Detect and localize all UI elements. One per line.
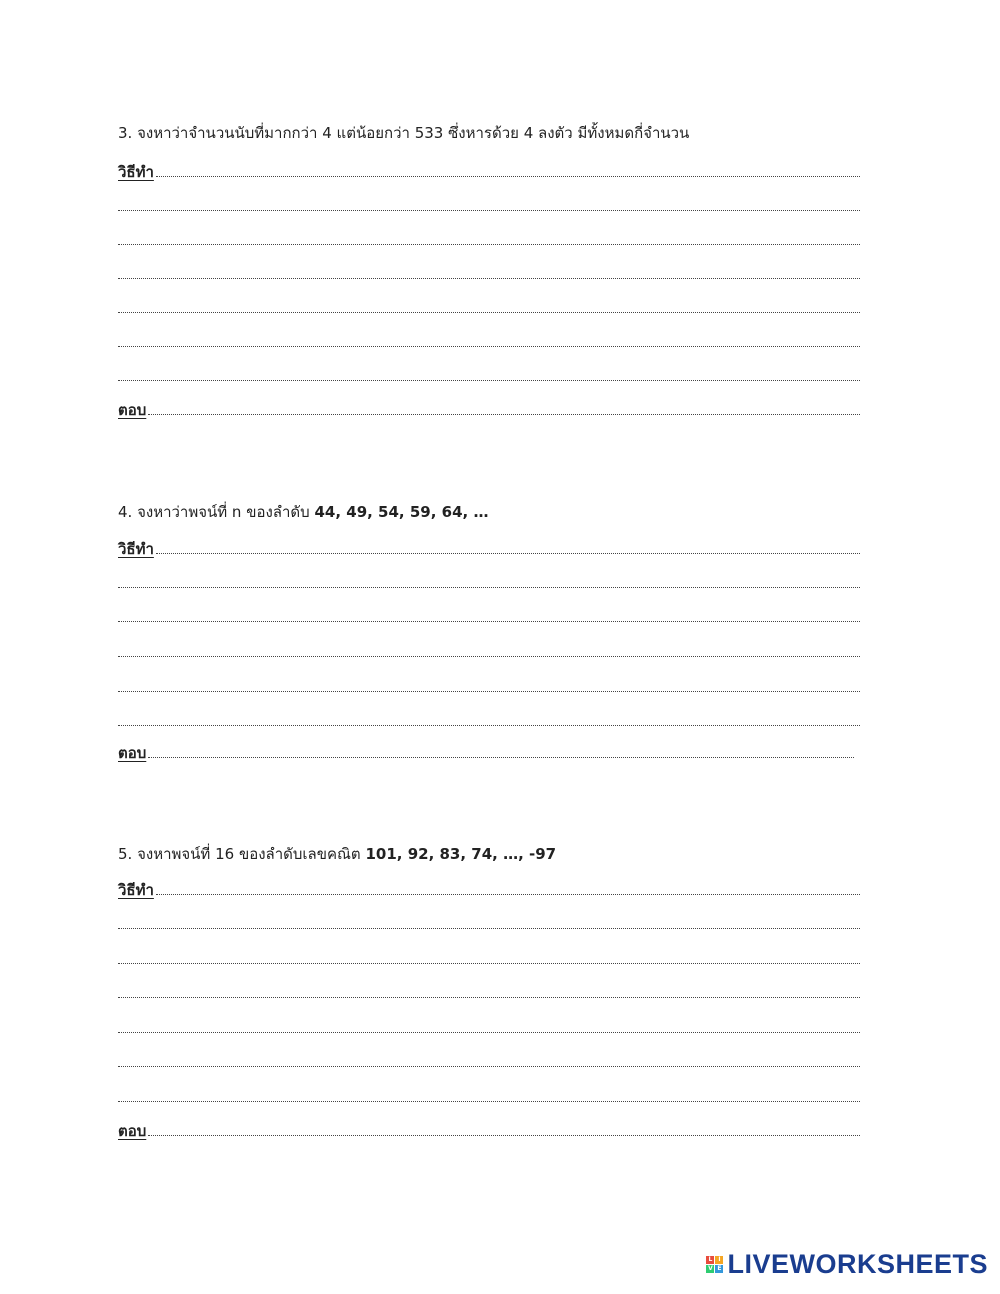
method-line[interactable] bbox=[118, 538, 860, 558]
dotted-line bbox=[118, 620, 860, 622]
answer-label: ตอบ bbox=[118, 401, 147, 419]
dotted-line bbox=[118, 724, 860, 726]
answer-line[interactable] bbox=[118, 1086, 860, 1106]
question-5-text: 5. จงหาพจน์ที่ 16 ของลำดับเลขคณิต bbox=[118, 845, 361, 863]
dotted-line bbox=[118, 277, 860, 279]
method-label: วิธีทำ bbox=[118, 163, 154, 181]
answer-line[interactable] bbox=[118, 229, 860, 249]
logo-text: LIVEWORKSHEETS bbox=[727, 1249, 988, 1279]
answer-line[interactable] bbox=[118, 195, 860, 215]
answer-line[interactable] bbox=[118, 263, 860, 283]
question-4 bbox=[118, 502, 860, 762]
method-label: วิธีทำ bbox=[118, 540, 154, 558]
logo-mark-icon bbox=[706, 1256, 723, 1273]
answer-line[interactable] bbox=[118, 365, 860, 385]
answer-line[interactable] bbox=[118, 913, 860, 933]
answer-label: ตอบ bbox=[118, 744, 147, 762]
question-3-title bbox=[118, 123, 860, 143]
question-4-title bbox=[118, 502, 860, 522]
answer-label: ตอบ bbox=[118, 1122, 147, 1140]
answer-line[interactable] bbox=[118, 606, 860, 626]
dotted-line bbox=[118, 1031, 860, 1033]
dotted-line bbox=[118, 962, 860, 964]
question-3 bbox=[118, 123, 860, 419]
dotted-line bbox=[156, 175, 860, 177]
logo-mark-l: L bbox=[706, 1256, 714, 1264]
answer-line[interactable] bbox=[118, 1017, 860, 1037]
dotted-line bbox=[118, 996, 860, 998]
dotted-line bbox=[118, 927, 860, 929]
dotted-line bbox=[118, 586, 860, 588]
question-5 bbox=[118, 844, 860, 1140]
final-answer-line[interactable] bbox=[118, 742, 854, 762]
dotted-line bbox=[118, 243, 860, 245]
answer-line[interactable] bbox=[118, 982, 860, 1002]
method-line[interactable] bbox=[118, 879, 860, 899]
final-answer-line[interactable] bbox=[118, 399, 860, 419]
answer-line[interactable] bbox=[118, 1051, 860, 1071]
answer-line[interactable] bbox=[118, 641, 860, 661]
logo-mark-v: V bbox=[708, 1265, 713, 1272]
liveworksheets-logo bbox=[706, 1249, 988, 1280]
answer-line[interactable] bbox=[118, 297, 860, 317]
dotted-line bbox=[118, 1065, 860, 1067]
dotted-line bbox=[118, 1100, 860, 1102]
answer-line[interactable] bbox=[118, 572, 860, 592]
answer-line[interactable] bbox=[118, 676, 860, 696]
question-5-sequence: 101, 92, 83, 74, …, -97 bbox=[365, 845, 557, 863]
question-4-sequence: 44, 49, 54, 59, 64, … bbox=[314, 503, 489, 521]
question-3-text: 3. จงหาว่าจำนวนนับที่มากกว่า 4 แต่น้อยกว่า 533 ซึ่งหารด้วย 4 ลงตัว มีทั้งหมดกี่จำนวน bbox=[118, 124, 690, 142]
dotted-line bbox=[148, 756, 854, 758]
dotted-line bbox=[148, 1134, 860, 1136]
dotted-line bbox=[156, 893, 860, 895]
dotted-line bbox=[118, 655, 860, 657]
question-5-title bbox=[118, 844, 860, 864]
question-4-text: 4. จงหาว่าพจน์ที่ n ของลำดับ bbox=[118, 503, 310, 521]
dotted-line bbox=[118, 209, 860, 211]
method-label: วิธีทำ bbox=[118, 881, 154, 899]
dotted-line bbox=[148, 413, 860, 415]
dotted-line bbox=[156, 552, 860, 554]
dotted-line bbox=[118, 690, 860, 692]
dotted-line bbox=[118, 379, 860, 381]
answer-line[interactable] bbox=[118, 331, 860, 351]
logo-mark-i: I bbox=[715, 1256, 723, 1264]
final-answer-line[interactable] bbox=[118, 1120, 860, 1140]
answer-line[interactable] bbox=[118, 948, 860, 968]
answer-line[interactable] bbox=[118, 710, 860, 730]
dotted-line bbox=[118, 345, 860, 347]
logo-mark-e: E bbox=[717, 1265, 722, 1272]
method-line[interactable] bbox=[118, 161, 860, 181]
dotted-line bbox=[118, 311, 860, 313]
